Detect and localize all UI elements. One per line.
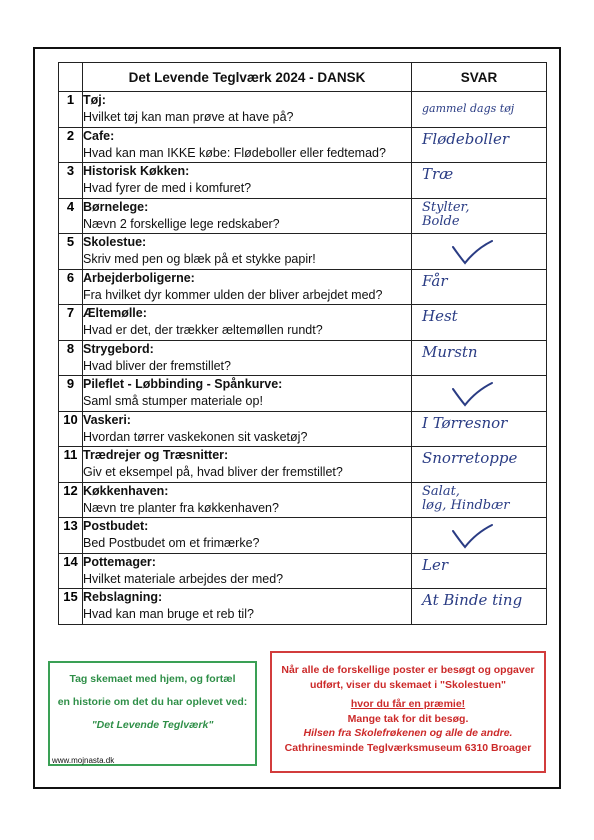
question-cell <box>83 589 412 625</box>
handwritten-answer: Murstn <box>422 342 478 361</box>
question-cell <box>83 198 412 234</box>
question-text: Hvad fyrer de med i komfuret? <box>83 181 252 196</box>
question-category: Historisk Køkken: <box>83 164 190 179</box>
question-category: Postbudet: <box>83 519 149 534</box>
question-cell <box>83 92 412 128</box>
table-row <box>59 553 547 589</box>
answer-column-header: SVAR <box>412 63 547 92</box>
question-text: Hvilket tøj kan man prøve at have på? <box>83 110 294 125</box>
checkmark-icon <box>450 381 494 407</box>
question-text: Hvad er det, der trækker æltemøllen rundt? <box>83 323 323 338</box>
table-row <box>59 163 547 199</box>
question-number: 12 <box>59 482 83 518</box>
table-row <box>59 447 547 483</box>
question-cell <box>83 234 412 270</box>
question-text: Nævn 2 forskellige lege redskaber? <box>83 216 280 231</box>
table-row <box>59 518 547 554</box>
take-home-line-2: en historie om det du har oplevet ved: <box>57 696 248 708</box>
question-category: Trædrejer og Træsnitter: <box>83 448 229 463</box>
answer-cell <box>412 553 547 589</box>
answer-cell <box>412 340 547 376</box>
table-row <box>59 482 547 518</box>
handwritten-answer: Træ <box>422 165 454 183</box>
question-number: 13 <box>59 518 83 554</box>
table-row <box>59 305 547 341</box>
table-row <box>59 589 547 625</box>
answer-cell <box>412 305 547 341</box>
prize-line-4: Mange tak for dit besøg. <box>347 712 469 725</box>
table-row <box>59 376 547 412</box>
handwritten-answer: I Tørresnor <box>422 413 508 432</box>
answer-cell <box>412 92 547 128</box>
question-number: 15 <box>59 589 83 625</box>
take-home-note <box>48 661 257 766</box>
answer-cell <box>412 518 547 554</box>
question-category: Arbejderboligerne: <box>83 270 195 285</box>
question-category: Rebslagning: <box>83 590 163 605</box>
answer-cell <box>412 198 547 234</box>
question-text: Hvad kan man IKKE købe: Flødeboller eller fedtemad? <box>83 145 386 160</box>
question-category: Køkkenhaven: <box>83 483 169 498</box>
question-cell <box>83 305 412 341</box>
question-number: 5 <box>59 234 83 270</box>
prize-line-2: udført, viser du skemaet i "Skolestuen" <box>309 678 507 691</box>
question-cell <box>83 269 412 305</box>
question-text: Fra hvilket dyr kommer ulden der bliver arbejdet med? <box>83 287 383 302</box>
table-row <box>59 198 547 234</box>
question-cell <box>83 518 412 554</box>
table-title: Det Levende Teglværk 2024 - DANSK <box>83 63 412 92</box>
question-cell <box>83 340 412 376</box>
question-cell <box>83 411 412 447</box>
question-cell <box>83 376 412 412</box>
question-category: Pottemager: <box>83 554 156 569</box>
question-text: Bed Postbudet om et frimærke? <box>83 536 260 551</box>
handwritten-answer: gammel dags tøj <box>422 102 515 115</box>
question-text: Hvilket materiale arbejdes der med? <box>83 571 284 586</box>
handwritten-answer: Stylter, Bolde <box>422 199 470 229</box>
question-category: Æltemølle: <box>83 306 147 321</box>
table-row <box>59 411 547 447</box>
question-number: 8 <box>59 340 83 376</box>
question-text: Hvordan tørrer vaskekonen sit vasketøj? <box>83 429 308 444</box>
answer-cell <box>412 234 547 270</box>
prize-line-1: Når alle de forskellige poster er besøgt og opgaver <box>281 664 535 676</box>
handwritten-answer: At Binde ting <box>422 591 523 609</box>
table-row <box>59 269 547 305</box>
question-cell <box>83 447 412 483</box>
table-row <box>59 234 547 270</box>
answer-cell <box>412 411 547 447</box>
question-number: 6 <box>59 269 83 305</box>
question-text: Hvad bliver der fremstillet? <box>83 358 231 373</box>
answer-cell <box>412 127 547 163</box>
question-number: 10 <box>59 411 83 447</box>
question-number: 7 <box>59 305 83 341</box>
question-category: Tøj: <box>83 93 106 108</box>
question-number: 11 <box>59 447 83 483</box>
question-category: Cafe: <box>83 128 115 143</box>
question-number: 4 <box>59 198 83 234</box>
table-header-row <box>59 63 547 92</box>
question-category: Vaskeri: <box>83 412 131 427</box>
prize-line-3: hvor du får en præmie! <box>350 698 466 710</box>
handwritten-answer: Hest <box>422 307 458 325</box>
table-row <box>59 340 547 376</box>
question-text: Nævn tre planter fra køkkenhaven? <box>83 500 279 515</box>
question-category: Strygebord: <box>83 341 154 356</box>
question-number: 1 <box>59 92 83 128</box>
footer-url: www.mojnasta.dk <box>52 756 115 765</box>
handwritten-answer: Får <box>422 271 448 290</box>
take-home-line-3: "Det Levende Teglværk" <box>91 719 214 731</box>
checkmark-icon <box>450 523 494 549</box>
take-home-line-1: Tag skemaet med hjem, og fortæl <box>69 673 236 685</box>
question-cell <box>83 127 412 163</box>
question-text: Giv et eksempel på, hvad bliver der fremstillet? <box>83 465 343 480</box>
prize-note <box>270 651 546 773</box>
table-row <box>59 92 547 128</box>
checkmark-icon <box>450 239 494 265</box>
question-text: Hvad kan man bruge et reb til? <box>83 607 254 622</box>
handwritten-answer: Flødeboller <box>422 129 509 148</box>
quiz-table <box>58 62 547 625</box>
question-number: 14 <box>59 553 83 589</box>
answer-cell <box>412 447 547 483</box>
header-blank-cell <box>59 63 83 92</box>
question-text: Saml små stumper materiale op! <box>83 394 263 409</box>
question-number: 2 <box>59 127 83 163</box>
question-cell <box>83 163 412 199</box>
handwritten-answer: Snorretoppe <box>422 449 518 467</box>
question-category: Børnelege: <box>83 199 149 214</box>
prize-line-5: Hilsen fra Skolefrøkenen og alle de andre. <box>303 727 513 739</box>
answer-cell <box>412 269 547 305</box>
prize-line-6: Cathrinesminde Teglværksmuseum 6310 Broager <box>284 741 532 754</box>
table-row <box>59 127 547 163</box>
question-text: Skriv med pen og blæk på et stykke papir! <box>83 252 316 267</box>
question-cell <box>83 553 412 589</box>
answer-cell <box>412 163 547 199</box>
handwritten-answer: Ler <box>422 555 449 574</box>
question-number: 9 <box>59 376 83 412</box>
handwritten-answer: Salat, løg, Hindbær <box>422 483 510 513</box>
question-cell <box>83 482 412 518</box>
question-category: Pileflet - Løbbinding - Spånkurve: <box>83 377 283 392</box>
answer-cell <box>412 376 547 412</box>
question-category: Skolestue: <box>83 235 147 250</box>
question-number: 3 <box>59 163 83 199</box>
answer-cell <box>412 482 547 518</box>
answer-cell <box>412 589 547 625</box>
